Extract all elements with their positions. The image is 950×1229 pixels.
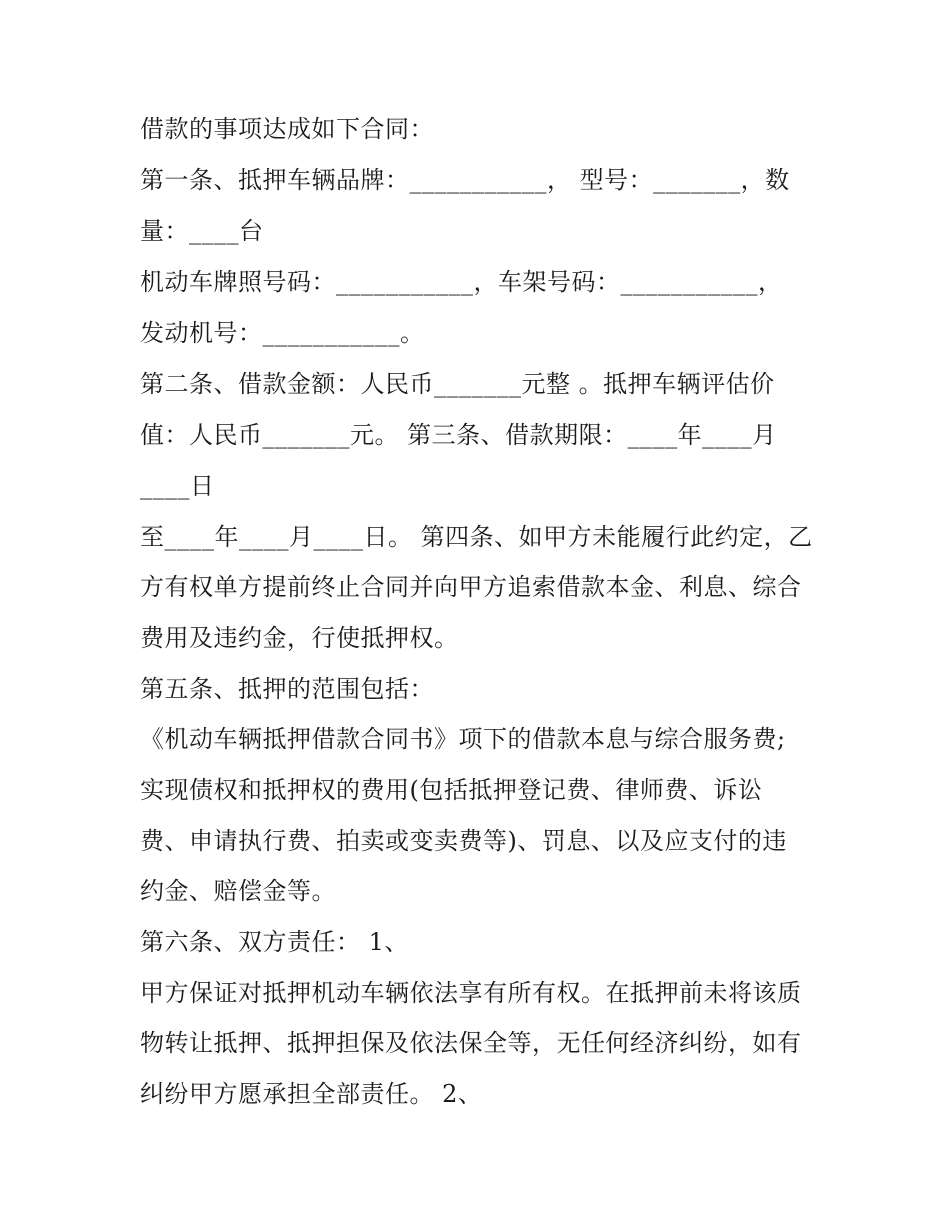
text-line: 第五条、抵押的范围包括： <box>140 675 434 703</box>
text-line: 机动车牌照号码：___________，车架号码：___________， <box>140 268 783 296</box>
text-line: 费、申请执行费、拍卖或变卖费等)、罚息、以及应支付的违 <box>140 827 787 855</box>
text-line: 费用及违约金，行使抵押权。 <box>140 624 459 652</box>
text-line: 第六条、双方责任： 1、 <box>140 928 409 956</box>
text-line: 至____年____月____日。 第四条、如甲方未能履行此约定，乙 <box>140 523 813 551</box>
text-line: 方有权单方提前终止合同并向甲方追索借款本金、利息、综合 <box>140 573 802 601</box>
text-line: 物转让抵押、抵押担保及依法保全等，无任何经济纠纷，如有 <box>140 1029 802 1057</box>
text-line: 借款的事项达成如下合同： <box>140 115 434 143</box>
text-line: 实现债权和抵押权的费用(包括抵押登记费、律师费、诉讼 <box>140 776 763 804</box>
text-line: 纠纷甲方愿承担全部责任。 2、 <box>140 1080 483 1108</box>
text-line: 值：人民币_______元。 第三条、借款期限：____年____月 <box>140 421 777 449</box>
text-line: 量：____台 <box>140 217 264 245</box>
text-line: 《机动车辆抵押借款合同书》项下的借款本息与综合服务费; <box>140 725 786 753</box>
text-line: 第二条、借款金额：人民币_______元整 。抵押车辆评估价 <box>140 370 775 398</box>
text-line: 发动机号：___________。 <box>140 319 425 347</box>
text-line: 甲方保证对抵押机动车辆依法享有所有权。在抵押前未将该质 <box>140 979 802 1007</box>
text-line: 第一条、抵押车辆品牌：___________， 型号：_______，数 <box>140 166 790 194</box>
text-line: ____日 <box>140 472 215 500</box>
text-line: 约金、赔偿金等。 <box>140 877 336 905</box>
